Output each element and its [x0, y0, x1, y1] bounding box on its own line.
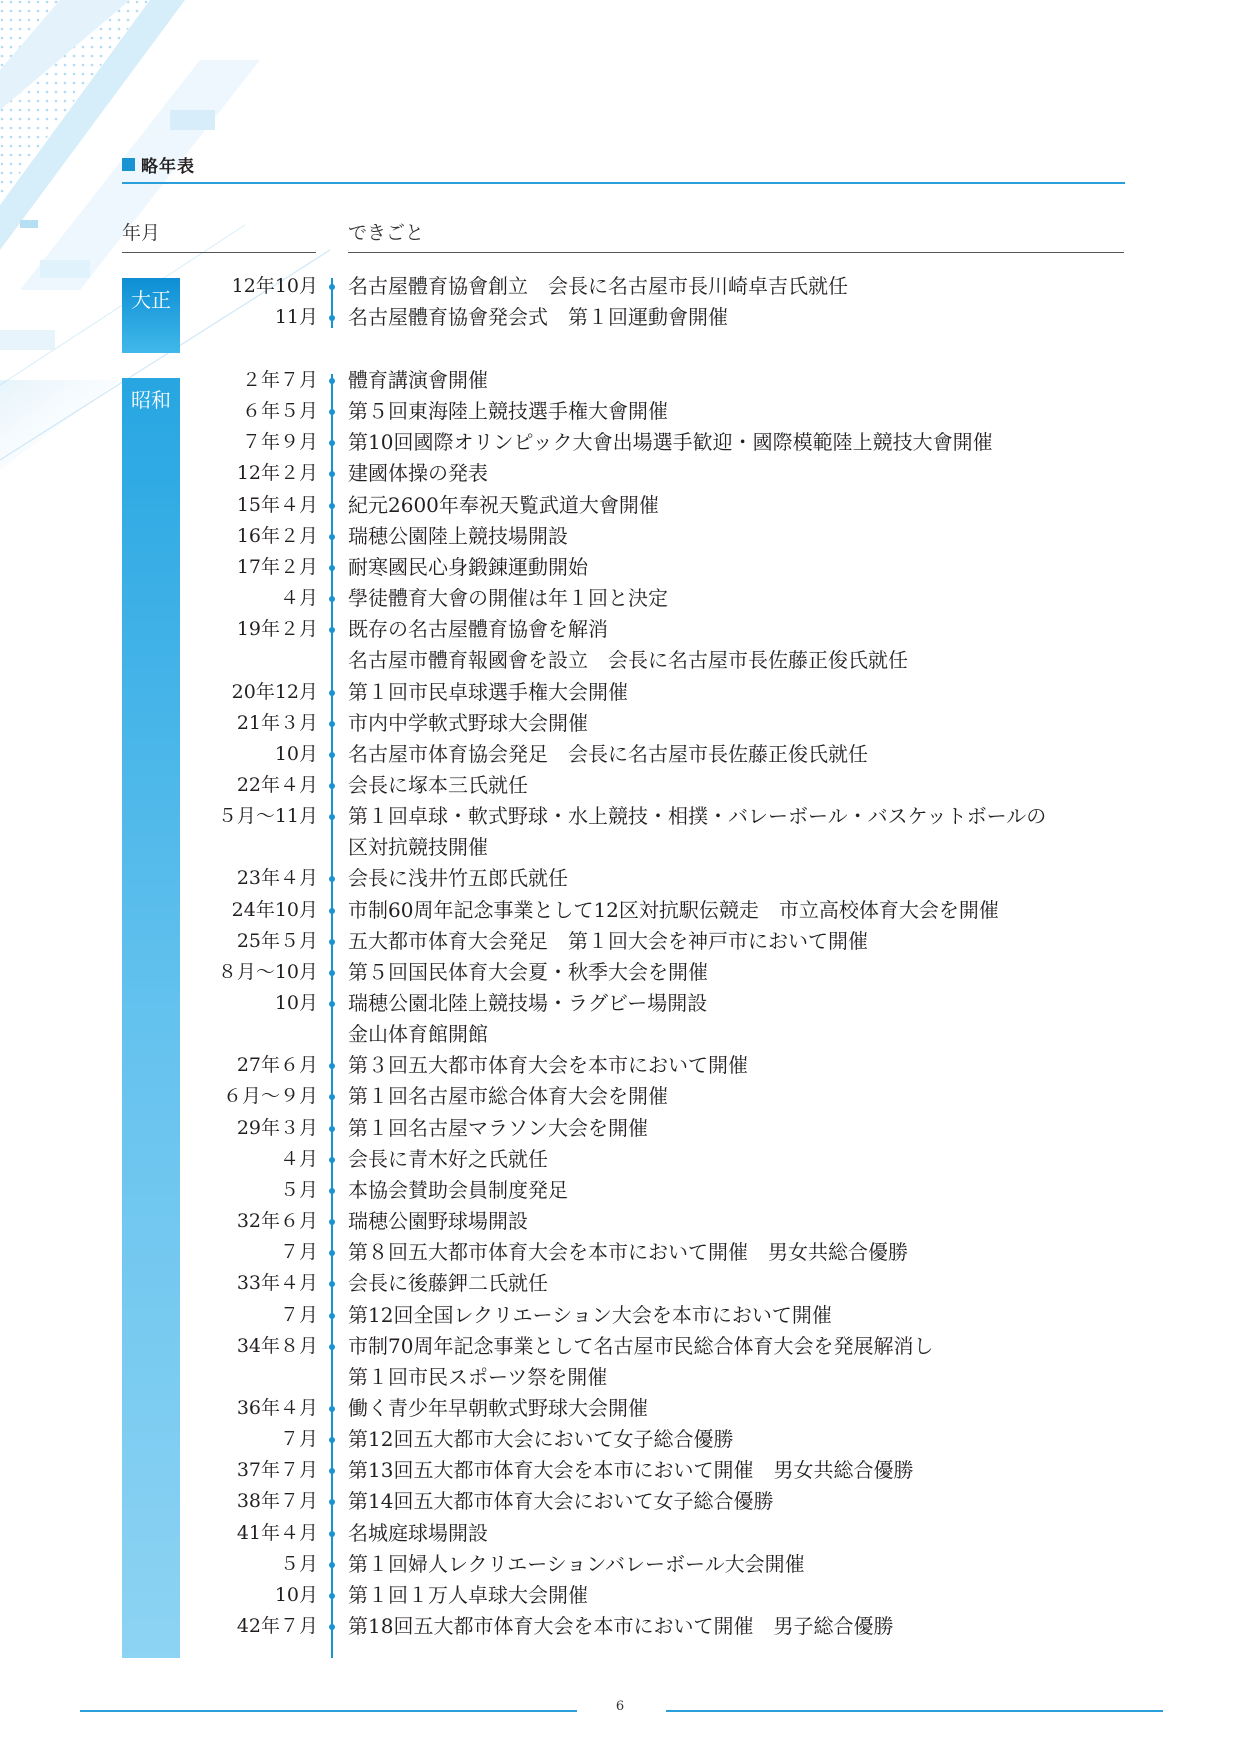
row-date: ８月～10月 [217, 960, 318, 983]
header-date-rule [122, 252, 316, 253]
row-date: ７月 [279, 1241, 318, 1264]
timeline-dot-icon [329, 409, 335, 415]
row-event: 第１回婦人レクリエーションバレーボール大会開催 [348, 1551, 805, 1576]
era-taisho: 大正 [122, 278, 180, 353]
row-date: 19年２月 [236, 618, 318, 641]
timeline-row [0, 1049, 1241, 1081]
timeline-dot-icon [329, 1344, 335, 1350]
timeline-row [0, 301, 1241, 333]
timeline-dot-icon [329, 1624, 335, 1630]
row-event: 第１回名古屋市総合体育大会を開催 [348, 1084, 668, 1109]
timeline-row [0, 800, 1241, 832]
row-date: 23年４月 [236, 867, 318, 890]
timeline-row [0, 1392, 1241, 1424]
timeline-dot-icon [329, 876, 335, 882]
timeline-row [0, 769, 1241, 801]
row-event: 瑞穂公園北陸上競技場・ラグビー場開設 [348, 991, 708, 1015]
row-date: 17年２月 [236, 555, 318, 578]
timeline-dot-icon [329, 783, 335, 789]
timeline-dot-icon [329, 503, 335, 509]
header-date: 年月 [122, 222, 161, 244]
row-date: 42年７月 [236, 1615, 318, 1637]
row-event: 既存の名古屋體育協會を解消 [348, 617, 608, 642]
row-event: 金山体育館開館 [348, 1022, 488, 1047]
timeline-row [0, 1485, 1241, 1517]
row-date: 41年４月 [236, 1521, 318, 1544]
timeline-row [0, 1174, 1241, 1206]
row-event: 会長に浅井竹五郎氏就任 [348, 866, 568, 891]
timeline-row [0, 676, 1241, 708]
row-event: 第１回市民卓球選手権大会開催 [348, 679, 628, 704]
row-event: 会長に後藤鉀二氏就任 [348, 1271, 548, 1296]
row-event: 第13回五大都市体育大会を本市において開催 男女共総合優勝 [348, 1458, 914, 1483]
timeline-row [0, 1361, 1241, 1393]
timeline-dot-icon [329, 1468, 335, 1474]
timeline-row [0, 270, 1241, 302]
row-event: 第５回国民体育大会夏・秋季大会を開催 [348, 959, 708, 984]
row-event: 本協会賛助会員制度発足 [348, 1177, 568, 1202]
timeline-row [0, 364, 1241, 396]
timeline-dot-icon [329, 908, 335, 914]
row-date: 24年10月 [231, 898, 318, 921]
timeline-dot-icon [329, 1094, 335, 1100]
row-event: 会長に青木好之氏就任 [348, 1146, 548, 1171]
timeline-row [0, 894, 1241, 926]
timeline-dot-icon [329, 1157, 335, 1163]
timeline-dot-icon [329, 627, 335, 633]
row-event: 第８回五大都市体育大会を本市において開催 男女共総合優勝 [348, 1240, 908, 1265]
timeline-row [0, 1018, 1241, 1050]
timeline-row [0, 1112, 1241, 1144]
timeline-row [0, 831, 1241, 863]
row-date: 36年４月 [236, 1396, 318, 1419]
row-date: 37年７月 [236, 1459, 318, 1482]
row-date: ６年５月 [241, 400, 318, 423]
timeline-row [0, 644, 1241, 676]
row-date: 12年10月 [231, 275, 318, 297]
row-date: ５月 [279, 1178, 318, 1201]
timeline-row [0, 1579, 1241, 1611]
timeline-row [0, 925, 1241, 957]
row-date: 16年２月 [236, 524, 318, 547]
row-date: 32年６月 [236, 1210, 318, 1233]
timeline-dot-icon [329, 534, 335, 540]
timeline-row [0, 520, 1241, 552]
row-date: 11月 [274, 306, 318, 329]
row-event: 名古屋體育協會発会式 第１回運動會開催 [348, 305, 728, 330]
row-date: ７月 [279, 1428, 318, 1451]
timeline-dot-icon [329, 315, 335, 321]
row-event: 第５回東海陸上競技選手権大會開催 [348, 399, 668, 424]
row-date: 21年３月 [236, 711, 318, 734]
era-showa: 昭和 [122, 378, 180, 1658]
timeline-dot-icon [329, 565, 335, 571]
row-date: 33年４月 [236, 1272, 318, 1295]
row-date: ４月 [279, 587, 318, 610]
timeline-row [0, 1610, 1241, 1642]
row-event: 第18回五大都市体育大会を本市において開催 男子総合優勝 [348, 1614, 894, 1638]
row-event: 五大都市体育大会発足 第１回大会を神戸市において開催 [348, 928, 868, 953]
title-rule [122, 182, 1125, 184]
timeline-dot-icon [329, 1593, 335, 1599]
row-date: 34年８月 [236, 1334, 318, 1357]
timeline-dot-icon [329, 471, 335, 477]
row-date: 15年４月 [236, 493, 318, 516]
timeline-row [0, 987, 1241, 1019]
timeline-row [0, 1267, 1241, 1299]
row-date: ５月～11月 [217, 805, 318, 828]
timeline-dot-icon [329, 1562, 335, 1568]
row-date: 27年６月 [236, 1054, 318, 1077]
section-title: 略年表 [122, 152, 195, 177]
row-event: 第12回五大都市大会において女子総合優勝 [348, 1427, 734, 1452]
timeline-dot-icon [329, 690, 335, 696]
row-event: 第12回全国レクリエーション大会を本市において開催 [348, 1302, 832, 1327]
timeline-row [0, 395, 1241, 427]
row-event: 第１回市民スポーツ祭を開催 [348, 1364, 608, 1389]
row-event: 第３回五大都市体育大会を本市において開催 [348, 1053, 748, 1078]
timeline-row [0, 1080, 1241, 1112]
row-event: 耐寒國民心身鍛錬運動開始 [348, 554, 588, 579]
timeline-dot-icon [329, 596, 335, 602]
timeline-dot-icon [329, 440, 335, 446]
timeline-row [0, 1299, 1241, 1331]
row-event: 第14回五大都市体育大会において女子総合優勝 [348, 1489, 774, 1514]
timeline-dot-icon [329, 1499, 335, 1505]
row-date: 10月 [274, 1583, 318, 1606]
timeline-row [0, 551, 1241, 583]
row-event: 瑞穂公園陸上競技場開設 [348, 523, 568, 548]
timeline-row [0, 1330, 1241, 1362]
timeline-dot-icon [329, 1219, 335, 1225]
header-event: できごと [348, 222, 425, 244]
row-date: 29年３月 [236, 1116, 318, 1139]
row-event: 市制60周年記念事業として12区対抗駅伝競走 市立高校体育大会を開催 [348, 897, 999, 922]
timeline-dot-icon [329, 1531, 335, 1537]
timeline-row [0, 457, 1241, 489]
row-event: 名城庭球場開設 [348, 1520, 488, 1545]
footer-rule-right [666, 1710, 1163, 1712]
timeline-dot-icon [329, 970, 335, 976]
timeline-dot-icon [329, 1313, 335, 1319]
row-event: 会長に塚本三氏就任 [348, 772, 528, 797]
timeline-row [0, 1236, 1241, 1268]
timeline-row [0, 489, 1241, 521]
row-date: 10月 [274, 742, 318, 765]
timeline-dot-icon [329, 752, 335, 758]
timeline-dot-icon [329, 1437, 335, 1443]
page-number: 6 [615, 1699, 625, 1714]
row-event: 名古屋市体育協会発足 会長に名古屋市長佐藤正俊氏就任 [348, 741, 868, 766]
timeline-row [0, 862, 1241, 894]
row-event: 名古屋市體育報國會を設立 会長に名古屋市長佐藤正俊氏就任 [348, 648, 908, 673]
timeline-row [0, 582, 1241, 614]
timeline-row [0, 1548, 1241, 1580]
row-event: 第１回１万人卓球大会開催 [348, 1582, 588, 1607]
timeline-dot-icon [329, 1406, 335, 1412]
row-date: 12年２月 [236, 462, 318, 485]
timeline-dot-icon [329, 378, 335, 384]
row-event: 體育講演會開催 [348, 368, 488, 392]
timeline-row [0, 1517, 1241, 1549]
row-date: ５月 [279, 1552, 318, 1575]
timeline-row [0, 956, 1241, 988]
timeline-dot-icon [329, 721, 335, 727]
timeline-row [0, 426, 1241, 458]
square-bullet-icon [122, 158, 135, 171]
row-date: ７月 [279, 1303, 318, 1326]
timeline-dot-icon [329, 1063, 335, 1069]
row-event: 瑞穂公園野球場開設 [348, 1209, 528, 1234]
timeline-dot-icon [329, 1126, 335, 1132]
row-event: 第１回名古屋マラソン大会を開催 [348, 1115, 648, 1140]
timeline-row [0, 738, 1241, 770]
timeline-dot-icon [329, 939, 335, 945]
row-date: 20年12月 [231, 680, 318, 703]
header-event-rule [348, 252, 1124, 253]
row-date: ７年９月 [241, 431, 318, 454]
row-date: 22年４月 [236, 773, 318, 796]
timeline-row [0, 1454, 1241, 1486]
row-event: 建國体操の発表 [348, 461, 488, 486]
row-event: 名古屋體育協會創立 会長に名古屋市長川崎卓吉氏就任 [348, 274, 848, 298]
row-date: 38年７月 [236, 1490, 318, 1513]
timeline-dot-icon [329, 1001, 335, 1007]
timeline-dot-icon [329, 1188, 335, 1194]
timeline-row [0, 1143, 1241, 1175]
row-event: 働く青少年早朝軟式野球大会開催 [348, 1395, 648, 1420]
row-event: 区対抗競技開催 [348, 835, 488, 860]
row-date: 25年５月 [236, 929, 318, 952]
row-date: 10月 [274, 992, 318, 1014]
row-event: 市制70周年記念事業として名古屋市民総合体育大会を発展解消し [348, 1333, 934, 1358]
timeline-row [0, 613, 1241, 645]
timeline-row [0, 1423, 1241, 1455]
row-event: 學徒體育大會の開催は年１回と決定 [348, 586, 668, 611]
timeline-row [0, 1205, 1241, 1237]
row-event: 第10回國際オリンピック大會出場選手歓迎・國際模範陸上競技大會開催 [348, 430, 993, 455]
row-date: ４月 [279, 1147, 318, 1170]
timeline-dot-icon [329, 1281, 335, 1287]
footer-rule-left [80, 1710, 577, 1712]
timeline-row [0, 707, 1241, 739]
row-date: ２年７月 [241, 369, 318, 391]
timeline-dot-icon [329, 284, 335, 290]
timeline-dot-icon [329, 814, 335, 820]
row-event: 紀元2600年奉祝天覧武道大會開催 [348, 492, 659, 517]
row-event: 市内中学軟式野球大会開催 [348, 710, 588, 735]
row-date: ６月～９月 [222, 1085, 318, 1108]
timeline-dot-icon [329, 1250, 335, 1256]
row-event: 第１回卓球・軟式野球・水上競技・相撲・バレーボール・バスケットボールの [348, 804, 1047, 829]
